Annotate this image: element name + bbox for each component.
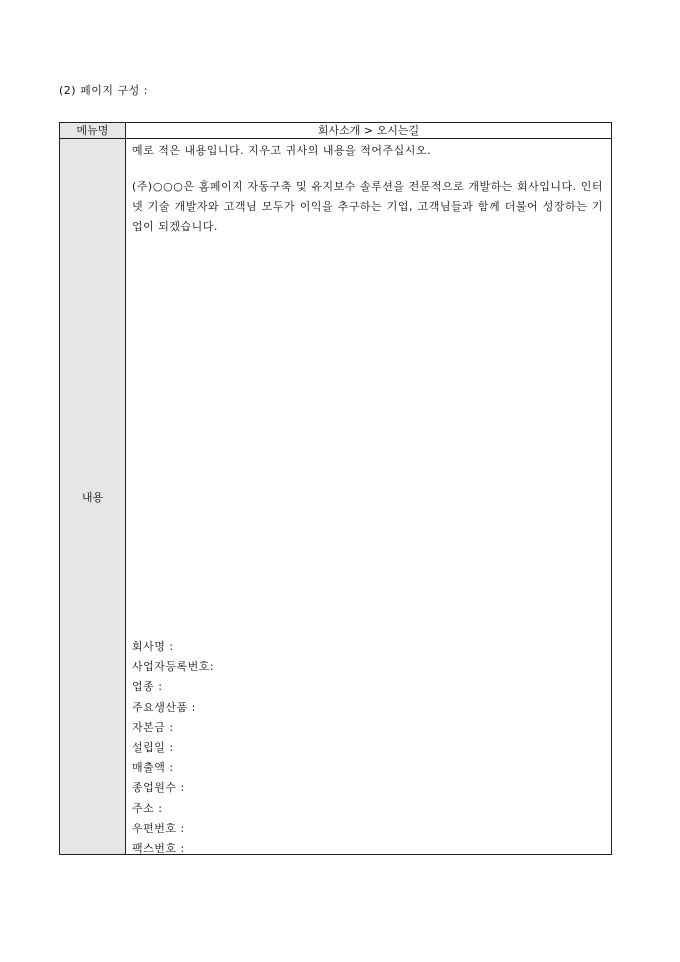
field-founded-date: 설립일 : [132,740,174,754]
field-company-name: 회사명 : [132,640,174,653]
field-revenue: 매출액 : [132,761,174,775]
field-address: 주소 : [132,801,163,815]
field-employees: 종업원수 : [132,781,185,795]
menu-path: 회사소개 > 오시는길 [126,123,612,139]
intro-text: 예로 적은 내용입니다. 지우고 귀사의 내용을 적어주십시오. [132,144,431,157]
field-industry: 업종 : [132,680,163,694]
section-heading: (2) 페이지 구성 : [59,84,148,97]
company-description: (주)○○○은 홈페이지 자동구축 및 유지보수 솔루션을 전문적으로 개발하는 회사입니다. 인터넷 기술 개발자와 고객님 모두가 이익을 추구하는 기업, 고객님들과 함께 더불어 성장하는 기업이 되겠습니다. [132,180,603,233]
content-cell [126,139,612,855]
menu-name-label: 메뉴명 [60,123,126,139]
content-row [60,139,612,855]
field-fax-number: 팩스번호 : [132,841,185,855]
content-area [126,139,611,854]
page-structure-table [59,122,612,855]
field-business-reg-number: 사업자등록번호: [132,660,215,674]
company-info-list [132,637,214,859]
field-main-products: 주요생산품 : [132,700,196,714]
header-row [60,123,612,139]
content-label: 내용 [60,139,126,855]
field-capital: 자본금 : [132,720,174,734]
field-postal-code: 우편번호 : [132,821,185,835]
